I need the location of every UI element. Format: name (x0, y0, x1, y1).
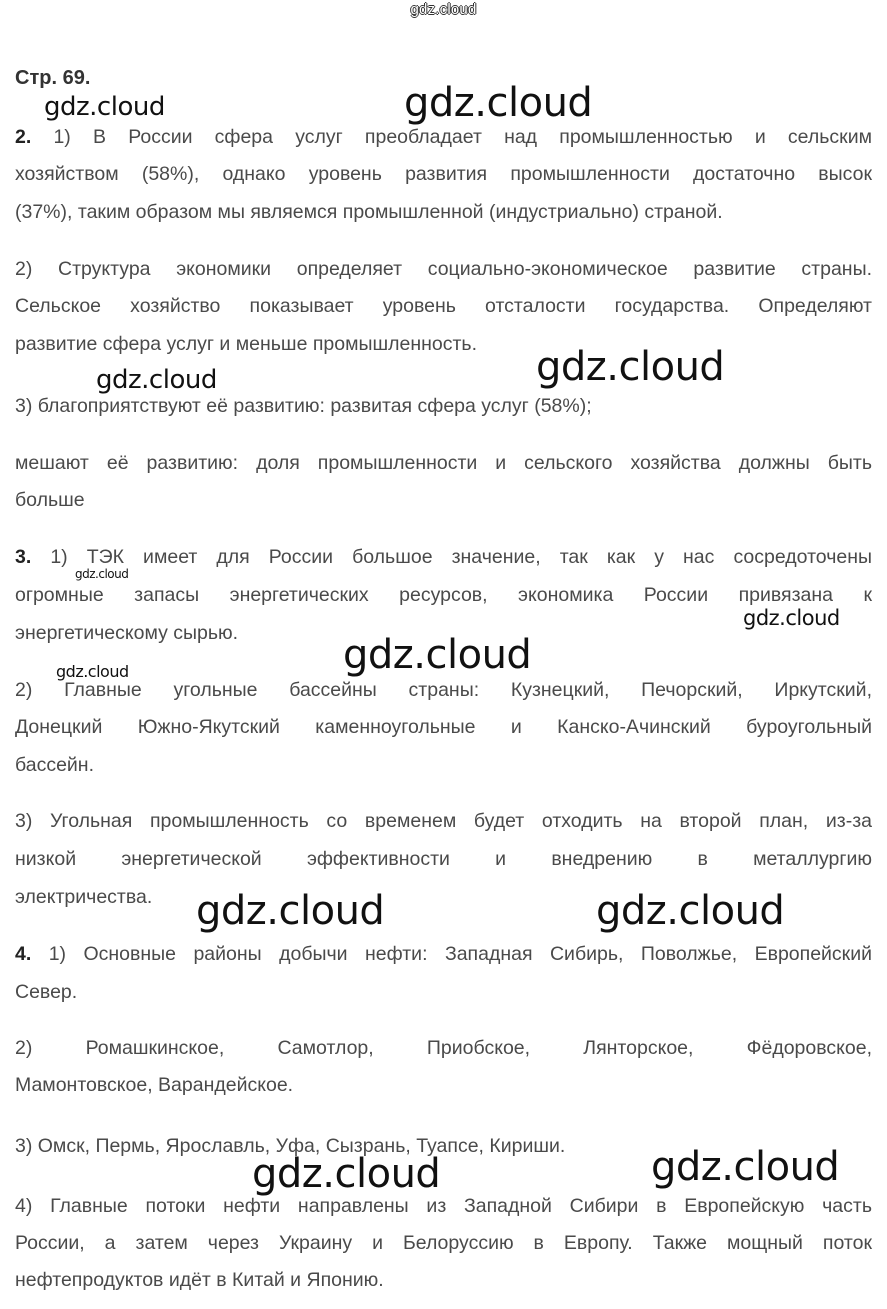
text-line: электричества. (15, 886, 153, 908)
watermark: gdz.cloud (651, 1144, 840, 1190)
watermark: gdz.cloud (252, 1151, 441, 1197)
task-number: 3. (15, 546, 32, 568)
text-line: огромные запасы энергетических ресурсов, экономика России привязана к (15, 584, 872, 606)
watermark: gdz.cloud (56, 662, 129, 681)
watermark: gdz.cloud (596, 888, 785, 934)
text-line: 3) Угольная промышленность со временем будет отходить на второй план, из-за (15, 810, 872, 832)
text-line: 4) Главные потоки нефти направлены из Западной Сибири в Европейскую часть (15, 1195, 872, 1217)
text-line: России, а затем через Украину и Белоруссию в Европу. Также мощный поток (15, 1232, 872, 1254)
text-line: 2) Структура экономики определяет социально-экономическое развитие страны. (15, 258, 872, 280)
text-line: мешают её развитию: доля промышленности и сельского хозяйства должны быть (15, 452, 872, 474)
text-line: хозяйством (58%), однако уровень развития промышленности достаточно высок (15, 163, 872, 185)
text-line: Донецкий Южно-Якутский каменноугольные и Канско-Ачинский буроугольный (15, 716, 872, 738)
watermark: gdz.cloud (96, 365, 217, 395)
text-line: 3) Омск, Пермь, Ярославль, Уфа, Сызрань, Туапсе, Кириши. (15, 1135, 566, 1157)
text-line: развитие сфера услуг и меньше промышленность. (15, 333, 478, 355)
watermark: gdz.cloud (404, 80, 593, 126)
text-line: больше (15, 489, 85, 511)
text-line: 2) Главные угольные бассейны страны: Кузнецкий, Печорский, Иркутский, (15, 679, 872, 701)
text-line: Сельское хозяйство показывает уровень отсталости государства. Определяют (15, 295, 872, 317)
task-number: 2. (15, 126, 32, 148)
text-line: 2) Ромашкинское, Самотлор, Приобское, Лянторское, Фёдоровское, (15, 1037, 872, 1059)
text-line: 4. 1) Основные районы добычи нефти: Западная Сибирь, Поволжье, Европейский (15, 943, 872, 965)
watermark: gdz.cloud (536, 344, 725, 390)
text-line: энергетическому сырью. (15, 622, 239, 644)
watermark: gdz.cloud (44, 92, 165, 122)
watermark: gdz.cloud (196, 888, 385, 934)
text-line: низкой энергетической эффективности и внедрению в металлургию (15, 848, 872, 870)
text-line: Север. (15, 981, 78, 1003)
text-line: Мамонтовское, Варандейское. (15, 1074, 294, 1096)
watermark: gdz.cloud (343, 632, 532, 678)
text-line: (37%), таким образом мы являемся промышленной (индустриально) страной. (15, 201, 723, 223)
site-watermark-header: gdz.cloud (410, 1, 477, 18)
watermark: gdz.cloud (743, 606, 840, 630)
task-number: 4. (15, 943, 32, 965)
text-line: нефтепродуктов идёт в Китай и Японию. (15, 1269, 384, 1291)
text-line: бассейн. (15, 754, 94, 776)
text-line: 2. 1) В России сфера услуг преобладает над промышленностью и сельским (15, 126, 872, 148)
text-line: 3. 1) ТЭК имеет для России большое значение, так как у нас сосредоточены (15, 546, 872, 568)
page-title: Стр. 69. (15, 67, 91, 89)
text-line: 3) благоприятствуют её развитию: развитая сфера услуг (58%); (15, 395, 592, 417)
watermark: gdz.cloud (75, 567, 129, 581)
